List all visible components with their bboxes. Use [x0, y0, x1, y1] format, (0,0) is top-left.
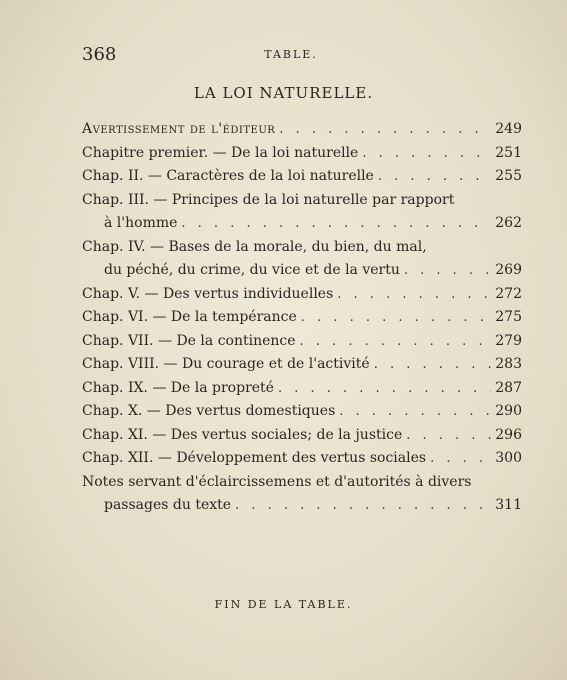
- toc-entry-title: Chap. XI. — Des vertus sociales; de la justice: [82, 426, 403, 443]
- leader-dots: [300, 330, 492, 354]
- toc-entry-continuation: à l'homme: [104, 215, 178, 231]
- toc-entry: [82, 189, 522, 236]
- toc-page-number: 296: [495, 426, 522, 443]
- toc-page-number: 300: [495, 450, 522, 466]
- toc-entry: [82, 424, 522, 448]
- toc-entry: [82, 283, 522, 307]
- toc-entry-title: Chap. IV. — Bases de la morale, du bien, du mal,: [82, 238, 427, 255]
- toc-entry: [82, 330, 522, 354]
- toc-page-number: 262: [495, 215, 522, 231]
- toc-entry: [82, 353, 522, 377]
- leader-dots: [235, 494, 491, 518]
- toc-page-number: 287: [495, 379, 522, 396]
- toc-entry: [82, 471, 522, 518]
- leader-dots: [181, 212, 491, 236]
- toc-page-number: 249: [495, 121, 522, 137]
- toc-entry-title: Chap. IX. — De la propreté: [82, 379, 274, 396]
- leader-dots: [301, 306, 491, 330]
- running-head: TABLE.: [264, 48, 318, 61]
- toc-page-number: 290: [495, 403, 522, 419]
- toc-entry-title: Chapitre premier. — De la loi naturelle: [82, 144, 359, 161]
- toc-entry-title: Chap. II. — Caractères de la loi naturelle: [82, 168, 374, 184]
- leader-dots: [374, 353, 492, 377]
- toc-entry: [82, 306, 522, 330]
- toc-entry-title: Notes servant d'éclaircissemens et d'autorités à divers: [82, 473, 472, 490]
- toc-entry-title: Chap. XII. — Développement des vertus sociales: [82, 450, 427, 466]
- toc-page-number: 283: [495, 356, 522, 372]
- leader-dots: [279, 118, 491, 142]
- toc-entry-title: Chap. III. — Principes de la loi naturelle par rapport: [82, 191, 455, 208]
- toc-entry: [82, 377, 522, 401]
- leader-dots: [406, 424, 491, 448]
- section-title: LA LOI NATURELLE.: [193, 84, 374, 102]
- toc-entry-title: Avertissement de l'éditeur: [82, 121, 276, 137]
- toc-entry: [82, 142, 522, 166]
- toc-entry: [82, 400, 522, 424]
- leader-dots: [278, 377, 491, 401]
- leader-dots: [339, 400, 491, 424]
- leader-dots: [337, 283, 491, 307]
- leader-dots: [430, 447, 491, 471]
- leader-dots: [378, 165, 491, 189]
- toc-entry-title: Chap. VI. — De la tempérance: [82, 309, 297, 325]
- toc-entry-title: Chap. X. — Des vertus domestiques: [82, 403, 336, 419]
- page-number: 368: [82, 44, 117, 65]
- page-header: [82, 44, 500, 68]
- toc-page-number: 279: [495, 332, 522, 349]
- toc-entry-continuation: du péché, du crime, du vice et de la vertu: [104, 262, 400, 278]
- end-of-table-label: FIN DE LA TABLE.: [214, 598, 353, 611]
- table-of-contents: [82, 118, 522, 518]
- toc-page-number: 311: [495, 497, 522, 513]
- toc-entry: [82, 236, 522, 283]
- toc-entry-title: Chap. VII. — De la continence: [82, 332, 296, 349]
- toc-page-number: 272: [495, 285, 522, 302]
- leader-dots: [404, 259, 491, 283]
- toc-entry: [82, 118, 522, 142]
- toc-page-number: 269: [495, 262, 522, 278]
- toc-entry-continuation: passages du texte: [104, 497, 232, 513]
- toc-entry: [82, 165, 522, 189]
- toc-entry-title: Chap. VIII. — Du courage et de l'activité: [82, 356, 370, 372]
- toc-entry: [82, 447, 522, 471]
- toc-entry-title: Chap. V. — Des vertus individuelles: [82, 285, 334, 302]
- toc-page-number: 251: [495, 144, 522, 161]
- toc-page-number: 275: [495, 309, 522, 325]
- toc-page-number: 255: [495, 168, 522, 184]
- leader-dots: [362, 142, 491, 166]
